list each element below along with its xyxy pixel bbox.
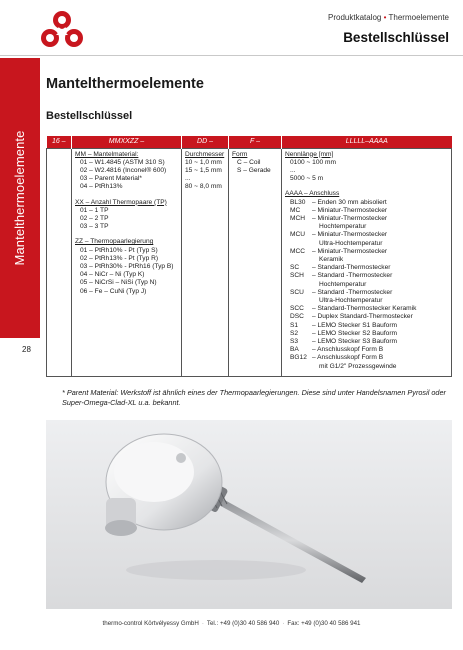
list-item: 01 – PtRh10% - Pt (Typ S) bbox=[80, 246, 158, 254]
list-item: ... bbox=[185, 175, 191, 183]
order-code-table bbox=[46, 136, 452, 377]
list-item: 5000 ~ 5 m bbox=[290, 175, 324, 183]
connection-description: – Enden 30 mm abisoliert bbox=[312, 198, 387, 206]
connection-item bbox=[285, 272, 448, 280]
connection-code: BG12 bbox=[290, 354, 307, 362]
connection-description: – Miniatur-Thermostecker bbox=[312, 206, 388, 214]
connection-code: SC bbox=[290, 264, 300, 272]
header-material: MMXXZZ – bbox=[72, 136, 182, 148]
connection-description: – Duplex Standard-Thermostecker bbox=[312, 313, 413, 321]
mm-title: MM – Mantelmaterial: bbox=[75, 150, 139, 158]
zz-title: ZZ – Thermopaarlegierung bbox=[75, 238, 154, 246]
list-item: 04 – PtRh13% bbox=[80, 183, 123, 191]
connection-code bbox=[285, 256, 312, 264]
connection-code: S1 bbox=[290, 321, 299, 329]
connection-item bbox=[285, 289, 448, 297]
connection-item bbox=[285, 363, 448, 371]
connection-item bbox=[285, 199, 448, 207]
connection-code: MCH bbox=[290, 214, 306, 222]
connection-item bbox=[285, 240, 448, 248]
side-tab-label: Mantelthermoelemente bbox=[12, 130, 27, 266]
connection-description: – LEMO Stecker S3 Bauform bbox=[312, 337, 398, 345]
diameter-cell bbox=[182, 148, 229, 376]
header-form: F – bbox=[229, 136, 282, 148]
prefix-cell bbox=[47, 148, 72, 376]
list-item: S – Gerade bbox=[237, 166, 271, 174]
list-item: 03 – 3 TP bbox=[80, 223, 109, 231]
list-item: 06 – Fe – CuNi (Typ J) bbox=[80, 287, 147, 295]
section-label: Thermoelemente bbox=[388, 13, 449, 22]
list-item: ... bbox=[290, 166, 296, 174]
list-item: 02 – W2.4816 (Inconel® 600) bbox=[80, 166, 167, 174]
connection-code bbox=[285, 297, 312, 305]
connection-code: BA bbox=[290, 346, 299, 354]
connection-code: SCH bbox=[290, 272, 304, 280]
diameter-title: Durchmesser bbox=[185, 150, 225, 158]
connection-description: Hochtemperatur bbox=[319, 280, 367, 288]
connection-item bbox=[285, 305, 448, 313]
connection-code: MCC bbox=[290, 247, 306, 255]
connection-code bbox=[285, 281, 312, 289]
connection-description: – Standard-Thermostecker Keramik bbox=[312, 305, 417, 313]
list-item: 01 – W1.4845 (ASTM 310 S) bbox=[80, 158, 165, 166]
connection-description: Ultra-Hochtemperatur bbox=[319, 296, 383, 304]
list-item: 03 – Parent Material* bbox=[80, 175, 142, 183]
connection-description: – Anschlusskopf Form B bbox=[312, 354, 384, 362]
connection-item bbox=[285, 346, 448, 354]
connection-item bbox=[285, 354, 448, 362]
connection-description: – LEMO Stecker S2 Bauform bbox=[312, 329, 398, 337]
header-catalog-line bbox=[328, 13, 449, 22]
footnote: * Parent Material: Werkstoff ist ähnlich eines der Thermopaarlegierungen. Diese sind unter Handelsnamen Pyrosil oder Super-Omega-Clad-XL u.a. bekannt. bbox=[62, 388, 446, 407]
length-title: Nennlänge [mm] bbox=[285, 150, 334, 158]
connection-description: – LEMO Stecker S1 Bauform bbox=[312, 321, 398, 329]
list-item: 15 ~ 1,5 mm bbox=[185, 166, 222, 174]
footer-tel: Tel.: +49 (0)30 40 586 940 bbox=[206, 620, 280, 627]
list-item: 02 – PtRh13% - Pt (Typ R) bbox=[80, 254, 159, 262]
connection-description: – Miniatur-Thermostecker bbox=[312, 247, 388, 255]
connection-item bbox=[285, 313, 448, 321]
connection-description: – Miniatur-Thermostecker bbox=[312, 231, 388, 239]
connection-title: AAAA – Anschluss bbox=[285, 190, 340, 198]
length-connection-cell bbox=[282, 148, 452, 376]
connection-code: DSC bbox=[290, 313, 304, 321]
footer: thermo-control Körtvélyessy GmbH · Tel.: +49 (0)30 40 586 940 · Fax: +49 (0)30 40 586 941 bbox=[102, 620, 361, 627]
connection-description: – Anschlusskopf Form B bbox=[312, 346, 384, 354]
list-item: 0100 ~ 100 mm bbox=[290, 158, 337, 166]
connection-description: Ultra-Hochtemperatur bbox=[319, 239, 383, 247]
product-photo bbox=[46, 420, 452, 609]
connection-description: – Standard -Thermostecker bbox=[312, 272, 393, 280]
list-item: 05 – NiCrSi – NiSi (Typ N) bbox=[80, 279, 157, 287]
connection-code bbox=[285, 240, 312, 248]
connection-code: S2 bbox=[290, 329, 299, 337]
list-item: 80 ~ 8,0 mm bbox=[185, 183, 222, 191]
header-title: Bestellschlüssel bbox=[343, 30, 449, 45]
separator-bullet: • bbox=[383, 13, 387, 22]
material-cell bbox=[72, 148, 182, 376]
section-heading: Bestellschlüssel bbox=[46, 110, 133, 122]
connection-code bbox=[285, 363, 312, 371]
footer-company: thermo-control Körtvélyessy GmbH bbox=[102, 620, 199, 627]
connection-code: MC bbox=[290, 206, 301, 214]
side-tab bbox=[0, 58, 40, 338]
connection-item bbox=[285, 215, 448, 223]
list-item: 04 – NiCr – Ni (Typ K) bbox=[80, 271, 145, 279]
form-title: Form bbox=[232, 150, 248, 158]
connection-description: mit G1/2" Prozessgewinde bbox=[319, 362, 397, 370]
connection-item bbox=[285, 297, 448, 305]
connection-item bbox=[285, 264, 448, 272]
header-divider bbox=[0, 55, 463, 56]
connection-item bbox=[285, 231, 448, 239]
connection-description: – Miniatur-Thermostecker bbox=[312, 214, 388, 222]
connection-code bbox=[285, 223, 312, 231]
list-item: C – Coil bbox=[237, 158, 261, 166]
page-number: 28 bbox=[22, 345, 31, 354]
xx-title: XX – Anzahl Thermopaare (TP) bbox=[75, 198, 167, 206]
catalog-label: Produktkatalog bbox=[328, 13, 382, 22]
connection-description: Keramik bbox=[319, 255, 344, 263]
list-item: 10 ~ 1,0 mm bbox=[185, 158, 222, 166]
connection-item bbox=[285, 248, 448, 256]
list-item: 02 – 2 TP bbox=[80, 214, 109, 222]
connection-item bbox=[285, 338, 448, 346]
table-row bbox=[47, 148, 452, 376]
connection-code: S3 bbox=[290, 337, 299, 345]
connection-description: Hochtemperatur bbox=[319, 223, 367, 231]
table-header-row bbox=[47, 136, 452, 148]
list-item: 01 – 1 TP bbox=[80, 206, 109, 214]
connection-description: – Standard-Thermostecker bbox=[312, 264, 391, 272]
header-length-connection: LLLLL–AAAA bbox=[282, 136, 452, 148]
footer-fax: Fax: +49 (0)30 40 586 941 bbox=[287, 620, 361, 627]
header-diameter: DD – bbox=[182, 136, 229, 148]
connection-code: SCC bbox=[290, 305, 304, 313]
connection-list bbox=[285, 199, 448, 371]
header-prefix: 16 – bbox=[47, 136, 72, 148]
connection-item bbox=[285, 322, 448, 330]
connection-code: SCU bbox=[290, 288, 304, 296]
company-logo bbox=[39, 9, 85, 49]
connection-item bbox=[285, 207, 448, 215]
connection-description: – Standard -Thermostecker bbox=[312, 288, 393, 296]
form-cell bbox=[229, 148, 282, 376]
connection-item bbox=[285, 330, 448, 338]
connection-item bbox=[285, 281, 448, 289]
thermocouple-image bbox=[46, 420, 452, 609]
list-item: 03 – PtRh30% - PtRh16 (Typ B) bbox=[80, 262, 174, 270]
connection-code: MCU bbox=[290, 231, 306, 239]
page-title: Mantelthermoelemente bbox=[46, 76, 204, 92]
connection-item bbox=[285, 256, 448, 264]
connection-code: BL30 bbox=[290, 198, 306, 206]
connection-item bbox=[285, 223, 448, 231]
